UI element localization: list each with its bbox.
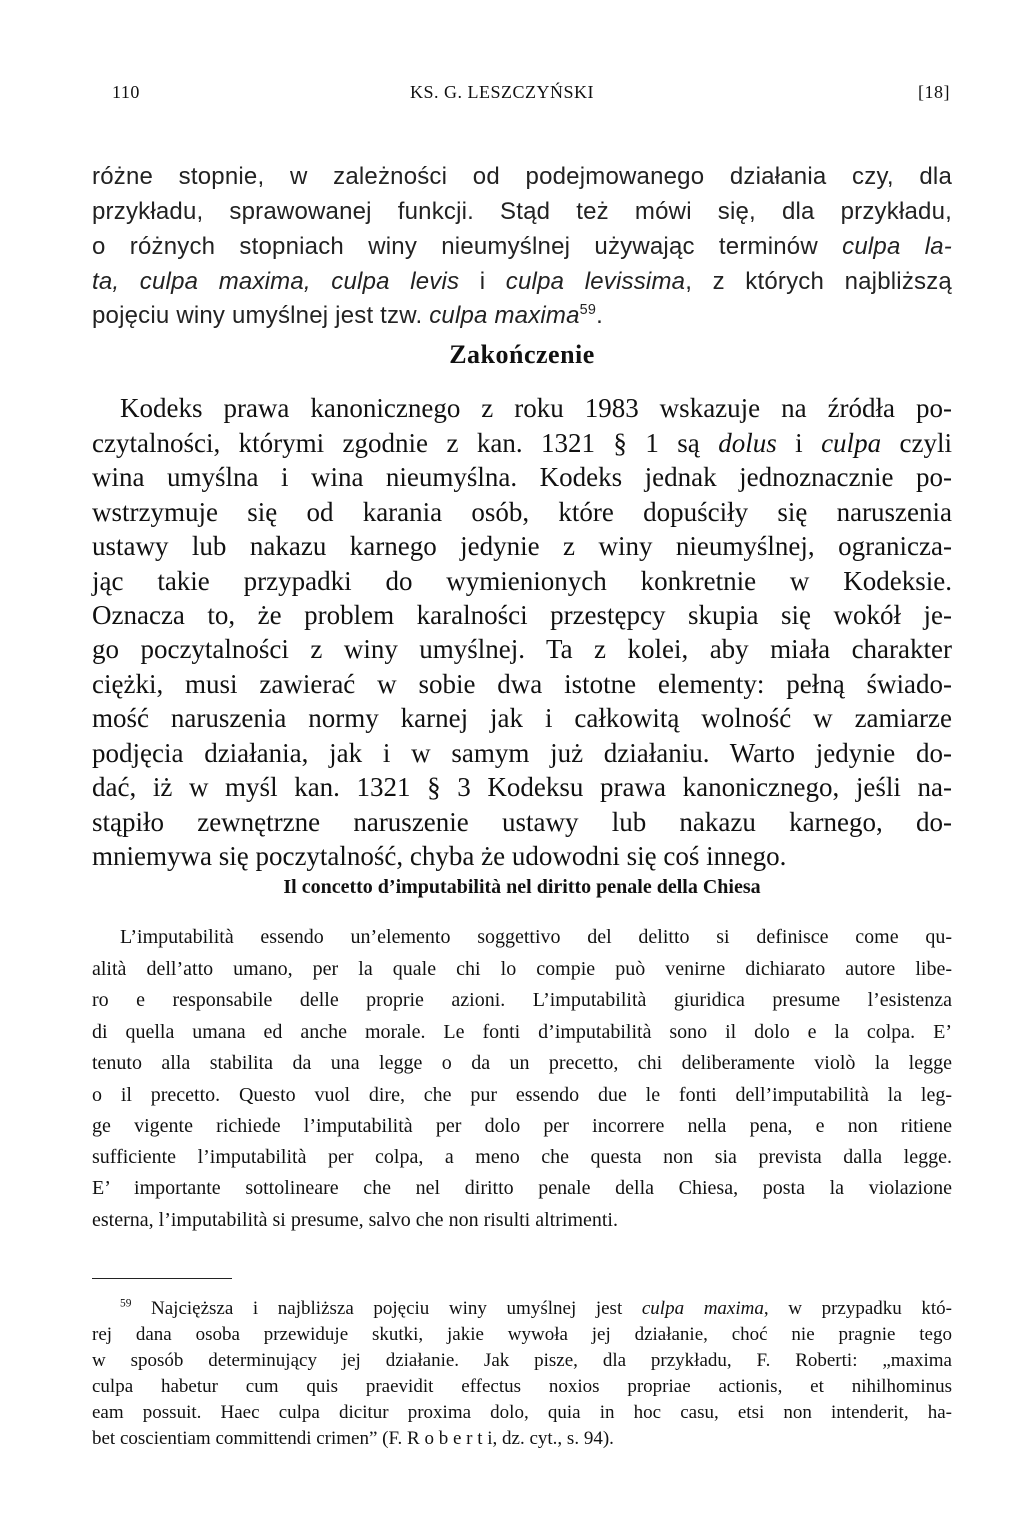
footnote-marker: 59 [579, 302, 597, 318]
text-run: , z których najbliższą [685, 268, 952, 295]
text-run: w sposób determinujący jej działanie. Jak pisze, dla przykładu, F. Roberti: „maxima [92, 1350, 952, 1371]
text-run: pojęciu winy umyślnej jest tzw. [92, 302, 430, 329]
text-run: di quella umana ed anche morale. Le fonti d’imputabilità sono il dolo e la colpa. E’ [92, 1021, 952, 1043]
conclusion-paragraph-line [92, 841, 952, 872]
page-number: 110 [112, 82, 140, 102]
text-run: ge vigente richiede l’imputabilità per dolo per incorrere nella pena, e non ritiene [92, 1115, 952, 1137]
text-run: czyli [881, 428, 952, 458]
text-run: Najcięższa i najbliższa pojęciu winy umyślnej jest [131, 1298, 642, 1319]
text-run: ro e responsabile delle proprie azioni. L’imputabilità giuridica presume l’esistenza [92, 989, 952, 1011]
footnote-59-line [92, 1376, 952, 1398]
text-run: mniemywa się poczytalność, chyba że udowodni się coś innego. [92, 841, 787, 871]
text-run: o il precetto. Questo vuol dire, che pur essendo due le fonti dell’imputabilità la leg- [92, 1084, 952, 1106]
footnote-59-line [92, 1428, 952, 1450]
summary-paragraph-line [92, 1052, 952, 1075]
summary-paragraph-line [92, 1021, 952, 1044]
text-run: podjęcia działania, jak i w samym już działaniu. Warto jedynie do- [92, 738, 952, 768]
text-run: Oznacza to, że problem karalności przestępcy skupia się wokół je- [92, 600, 952, 630]
text-run: wstrzymuje się od karania osób, które dopuściły się naruszenia [92, 497, 952, 527]
conclusion-paragraph-line [92, 703, 952, 734]
summary-paragraph-line [92, 989, 952, 1012]
conclusion-paragraph-line [92, 497, 952, 528]
text-run: sufficiente l’imputabilità per colpa, a meno che questa non sia prevista dalla legge. [92, 1146, 952, 1168]
text-run: bet coscientiam committendi crimen” (F. R o b e r t i, dz. cyt., s. 94). [92, 1428, 614, 1449]
text-run: różne stopnie, w zależności od podejmowanego działania czy, dla [92, 163, 952, 190]
conclusion-paragraph-line [92, 772, 952, 803]
italic-term: culpa [821, 428, 882, 458]
section-heading-summary: Il concetto d’imputabilità nel diritto penale della Chiesa [283, 876, 761, 898]
italic-term: culpa maxima [429, 302, 580, 329]
footnote-marker: 59 [120, 1297, 132, 1310]
text-run: . [596, 302, 603, 329]
text-run: wina umyślna i wina nieumyślna. Kodeks jednak jednoznacznie po- [92, 462, 952, 492]
conclusion-paragraph-line [92, 531, 952, 562]
footnote-rule [92, 1278, 232, 1279]
text-run: culpa habetur cum quis praevidit effectus noxios propriae actionis, et nihilhominus [92, 1376, 952, 1397]
text-run: E’ importante sottolineare che nel diritto penale della Chiesa, posta la violazione [92, 1177, 952, 1199]
text-run: rej dana osoba przewiduje skutki, jakie wywoła jej działanie, choć nie pragnie tego [92, 1324, 952, 1345]
conclusion-paragraph-line [92, 669, 952, 700]
conclusion-paragraph-line [92, 738, 952, 769]
running-header [112, 82, 952, 108]
text-run: dać, iż w myśl kan. 1321 § 3 Kodeksu prawa kanonicznego, jeśli na- [92, 772, 952, 802]
text-run: esterna, l’imputabilità si presume, salvo che non risulti altrimenti. [92, 1209, 618, 1231]
summary-paragraph-line [92, 1209, 952, 1232]
text-run: , w przypadku któ- [763, 1298, 952, 1319]
italic-term: dolus [718, 428, 777, 458]
intro-paragraph-line [92, 163, 952, 191]
conclusion-paragraph-line [92, 462, 952, 493]
conclusion-paragraph-line [92, 428, 952, 459]
text-run: tenuto alla stabilita da una legge o da un precetto, chi deliberamente violò la legge [92, 1052, 952, 1074]
italic-term: culpa levissima [505, 268, 686, 295]
conclusion-paragraph-line [92, 634, 952, 665]
summary-paragraph-line [92, 1084, 952, 1107]
conclusion-paragraph-line [92, 807, 952, 838]
summary-paragraph-line [120, 926, 952, 949]
summary-paragraph-line [92, 958, 952, 981]
footnote-59-line [92, 1324, 952, 1346]
footnote-59-line [92, 1350, 952, 1372]
text-run: eam possuit. Haec culpa dicitur proxima dolo, quia in hoc casu, etsi non intenderit, ha- [92, 1402, 952, 1423]
text-run: L’imputabilità essendo un’elemento soggettivo del delitto si definisce come qu- [120, 926, 952, 948]
text-run: jąc takie przypadki do wymienionych konkretnie w Kodeksie. [92, 566, 952, 596]
summary-paragraph-line [92, 1115, 952, 1138]
text-run: i [776, 428, 822, 458]
intro-paragraph-line [92, 233, 952, 261]
intro-paragraph-line [92, 302, 952, 330]
article-number: [18] [918, 82, 950, 102]
conclusion-paragraph-line [92, 600, 952, 631]
intro-paragraph-line [92, 198, 952, 226]
text-run: alità dell’atto umano, per la quale chi lo compie può venirne dichiarato autore libe- [92, 958, 952, 980]
summary-paragraph-line [92, 1146, 952, 1169]
running-head-author: KS. G. LESZCZYŃSKI [410, 82, 595, 102]
text-run: stąpiło zewnętrzne naruszenie ustawy lub nakazu karnego, do- [92, 807, 952, 837]
section-heading-conclusion: Zakończenie [449, 340, 595, 369]
text-run: i [459, 268, 506, 295]
summary-paragraph-line [92, 1177, 952, 1200]
footnote-59-line [120, 1298, 952, 1320]
footnote-59-line [92, 1402, 952, 1424]
text-run: o różnych stopniach winy nieumyślnej używając terminów [92, 233, 843, 260]
text-run: ciężki, musi zawierać w sobie dwa istotne elementy: pełną świado- [92, 669, 952, 699]
italic-term: culpa maxima [641, 1298, 764, 1319]
text-run: Kodeks prawa kanonicznego z roku 1983 wskazuje na źródła po- [120, 393, 952, 423]
text-run: czytalności, którymi zgodnie z kan. 1321 § 1 są [92, 428, 719, 458]
italic-term: ta, culpa maxima, culpa levis [92, 268, 460, 295]
conclusion-paragraph-line [120, 393, 952, 424]
text-run: go poczytalności z winy umyślnej. Ta z kolei, aby miała charakter [92, 634, 952, 664]
conclusion-paragraph-line [92, 566, 952, 597]
intro-paragraph-line [92, 268, 952, 296]
text-run: przykładu, sprawowanej funkcji. Stąd też mówi się, dla przykładu, [92, 198, 952, 225]
text-run: ustawy lub nakazu karnego jedynie z winy nieumyślnej, ogranicza- [92, 531, 952, 561]
italic-term: culpa la- [842, 233, 952, 260]
text-run: mość naruszenia normy karnej jak i całkowitą wolność w zamiarze [92, 703, 952, 733]
